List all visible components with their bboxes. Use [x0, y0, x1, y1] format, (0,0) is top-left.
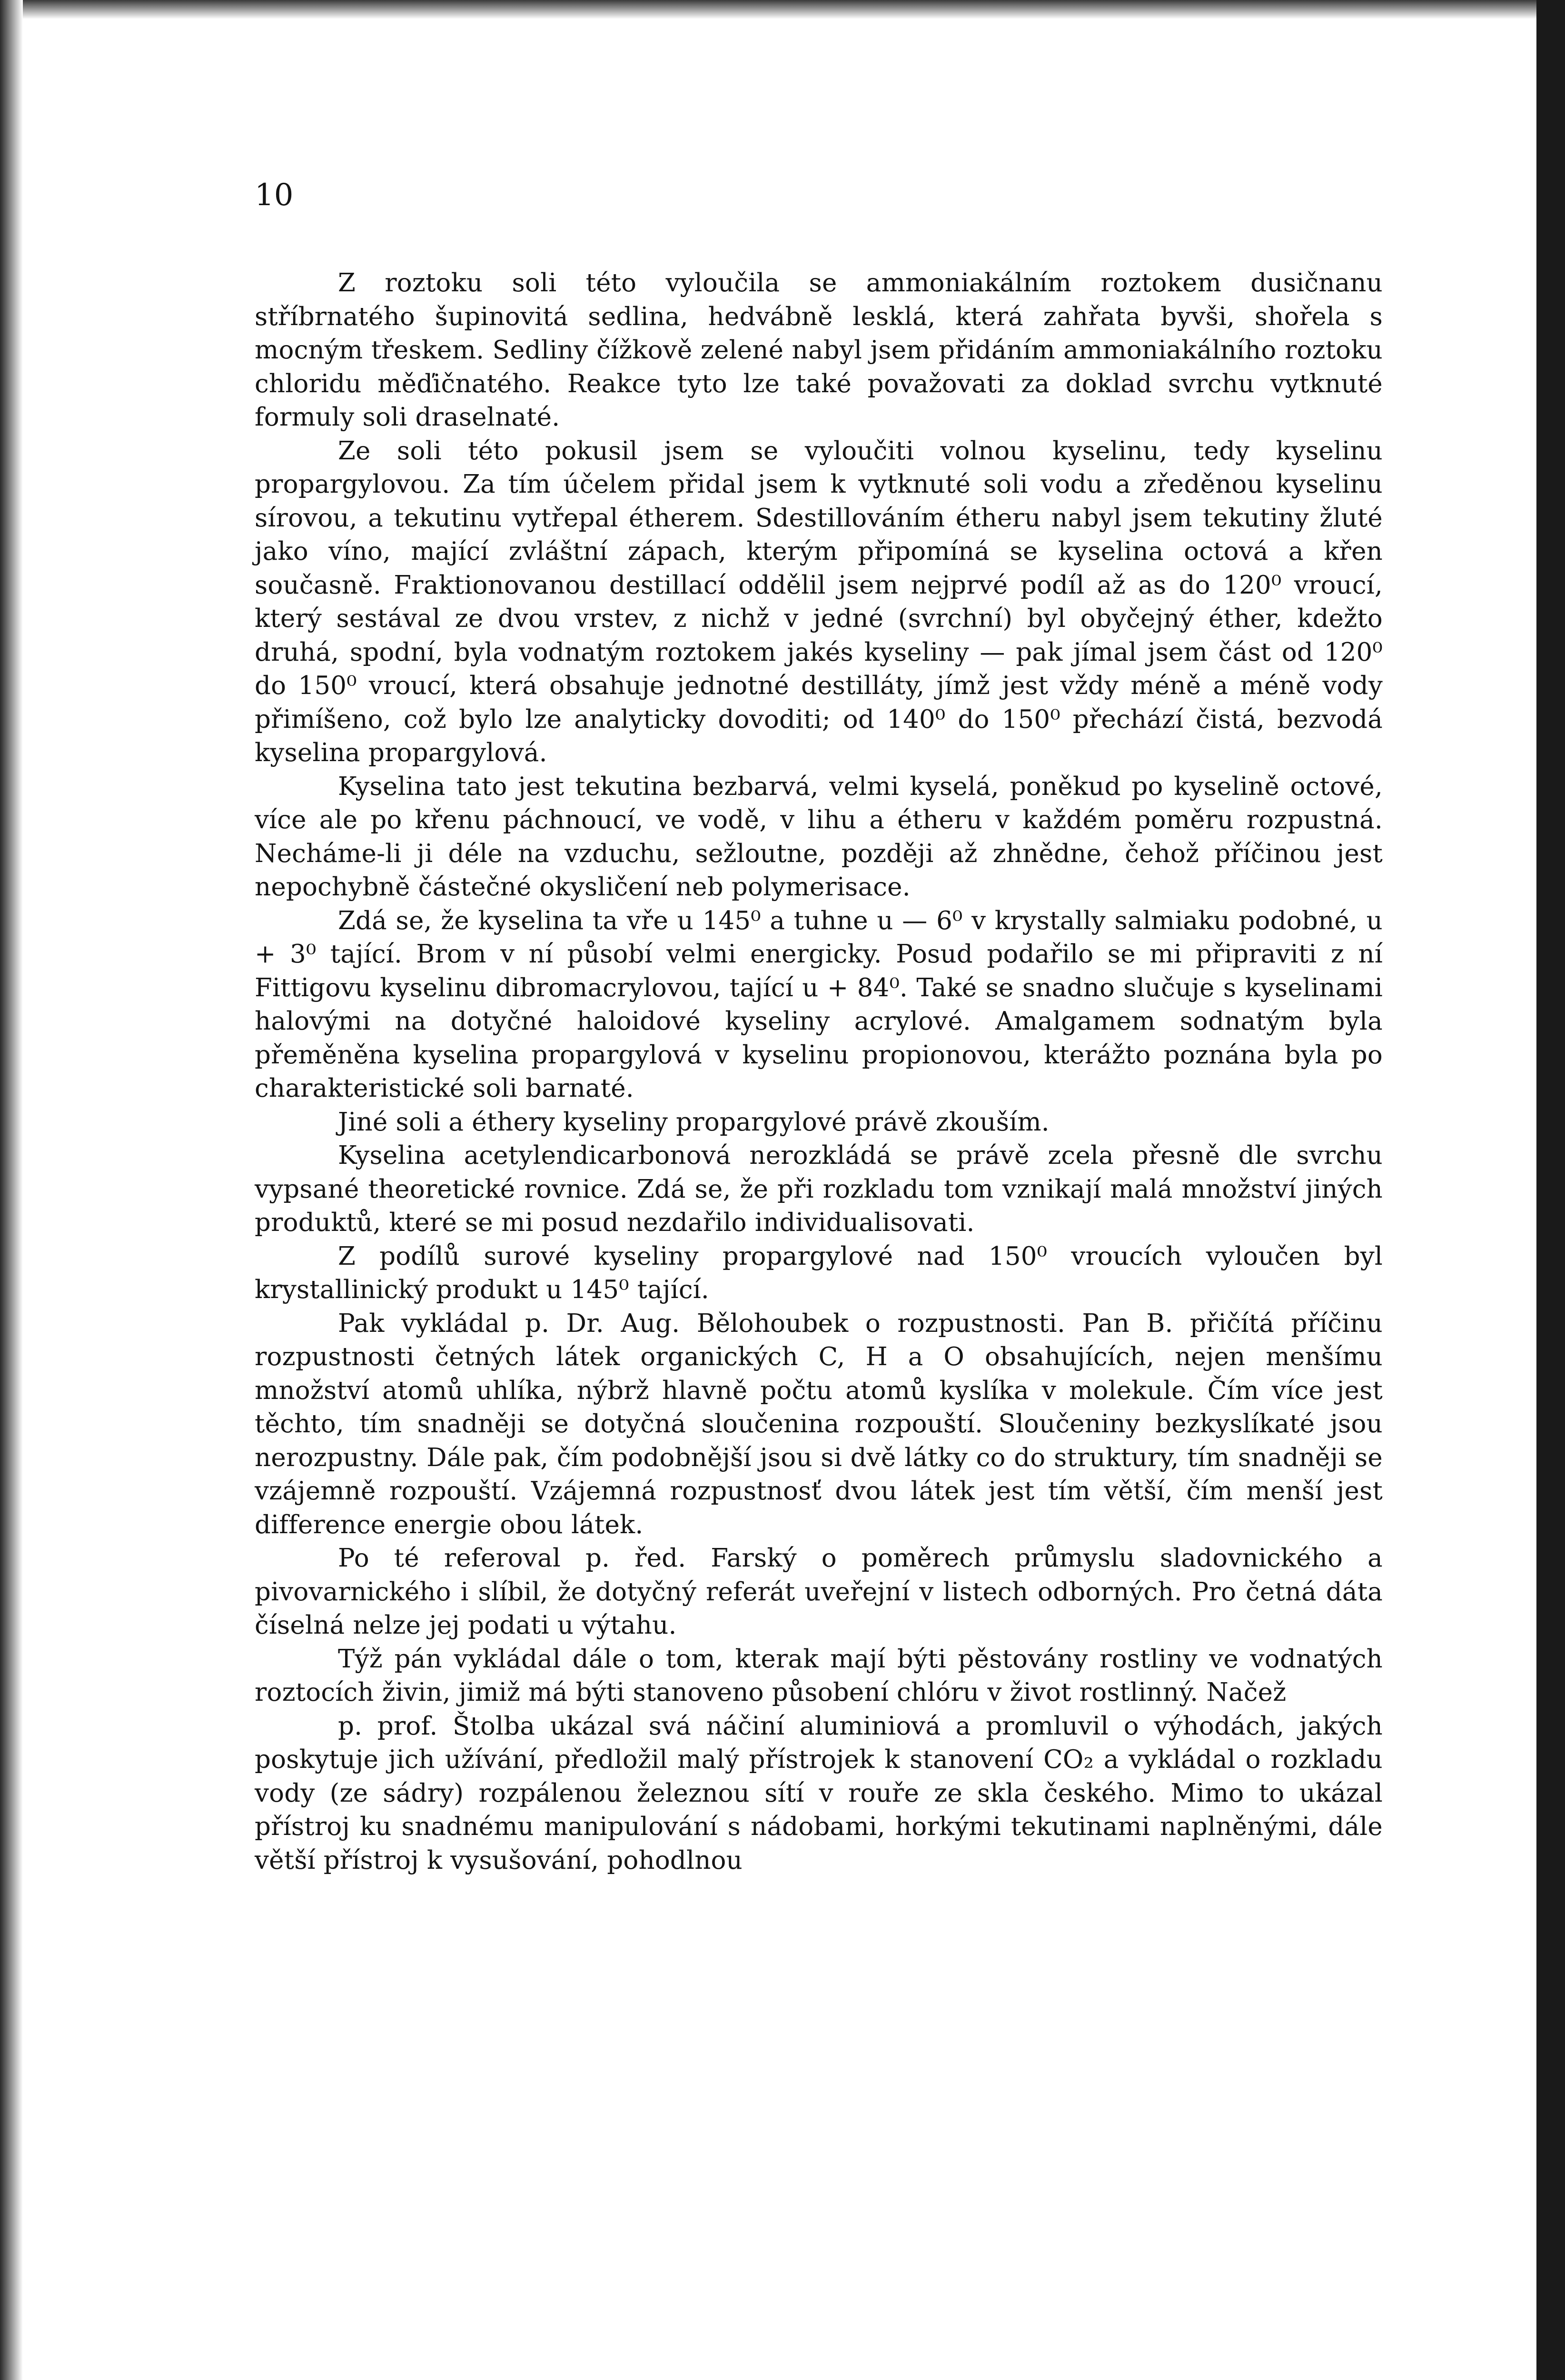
page-number: 10 [255, 178, 294, 213]
paragraph: Kyselina acetylendicarbonová nerozkládá se právě zcela přesně dle svrchu vypsané theoretické rovnice. Zdá se, že při rozkladu tom vznikají malá množství jiných produktů, které se mi posud nezdařilo individualisovati. [255, 1141, 1383, 1237]
paragraph: Týž pán vykládal dále o tom, kterak mají býti pěstovány rostliny ve vodnatých roztocích živin, jimiž má býti stanoveno působení chlóru v život rostlinný. Načež [255, 1644, 1383, 1707]
paragraph: p. prof. Štolba ukázal svá náčiní aluminiová a promluvil o výhodách, jakých poskytuje jich užívání, předložil malý přístrojek k stanovení CO₂ a vykládal o rozkladu vody (ze sádry) rozpálenou železnou sítí v rouře ze skla českého. Mimo to ukázal přístroj ku snadnému manipulování s nádobami, horkými tekutinami naplněnými, dále větší přístroj k vysušování, pohodlnou [255, 1711, 1383, 1875]
scan-right-border [1536, 0, 1565, 2380]
page-content [255, 176, 1383, 1877]
paragraph: Ze soli této pokusil jsem se vyloučiti volnou kyselinu, tedy kyselinu propargylovou. Za tím účelem přidal jsem k vytknuté soli vodu a zředěnou kyselinu sírovou, a tekutinu vytřepal étherem. Sdestillováním étheru nabyl jsem tekutiny žluté jako víno, mající zvláštní zápach, kterým připomíná se kyselina octová a křen současně. Fraktionovanou destillací oddělil jsem nejprvé podíl až as do 120⁰ vroucí, který sestával ze dvou vrstev, z nichž v jedné (svrchní) byl obyčejný éther, kdežto druhá, spodní, byla vodnatým roztokem jakés kyseliny — pak jímal jsem část od 120⁰ do 150⁰ vroucí, která obsahuje jednotné destilláty, jímž jest vždy méně a méně vody přimíšeno, což bylo lze analyticky dovoditi; od 140⁰ do 150⁰ přechází čistá, bezvodá kyselina propargylová. [255, 436, 1383, 767]
paragraph: Z roztoku soli této vyloučila se ammoniakálním roztokem dusičnanu stříbrnatého šupinovitá sedlina, hedvábně lesklá, která zahřata byvši, shořela s mocným třeskem. Sedliny čížkově zelené nabyl jsem přidáním ammoniakálního roztoku chloridu měďičnatého. Reakce tyto lze také považovati za doklad svrchu vytknuté formuly soli draselnaté. [255, 268, 1383, 432]
scan-left-edge [0, 0, 23, 2380]
scan-top-edge [0, 0, 1565, 19]
paragraph: Kyselina tato jest tekutina bezbarvá, velmi kyselá, poněkud po kyselině octové, více ale po křenu páchnoucí, ve vodě, v lihu a étheru v každém poměru rozpustná. Necháme-li ji déle na vzduchu, sežloutne, později až zhnědne, čehož příčinou jest nepochybně částečné okysličení neb polymerisace. [255, 772, 1383, 902]
paragraph: Jiné soli a éthery kyseliny propargylové právě zkouším. [338, 1107, 1050, 1137]
body-text [255, 267, 1383, 1877]
paragraph: Po té referoval p. řed. Farský o poměrech průmyslu sladovnického a pivovarnického i slíbil, že dotyčný referát uveřejní v listech odborných. Pro četná dáta číselná nelze jej podati u výtahu. [255, 1544, 1383, 1640]
paragraph: Pak vykládal p. Dr. Aug. Bělohoubek o rozpustnosti. Pan B. přičítá příčinu rozpustnosti četných látek organických C, H a O obsahujících, nejen menšímu množství atomů uhlíka, nýbrž hlavně počtu atomů kyslíka v molekule. Čím více jest těchto, tím snadněji se dotyčná sloučenina rozpouští. Sloučeniny bezkyslíkaté jsou nerozpustny. Dále pak, čím podobnější jsou si dvě látky co do struktury, tím snadněji se vzájemně rozpouští. Vzájemná rozpustnosť dvou látek jest tím větší, čím menší jest difference energie obou látek. [255, 1309, 1383, 1539]
paragraph: Z podílů surové kyseliny propargylové nad 150⁰ vroucích vyloučen byl krystallinický produkt u 145⁰ tající. [255, 1241, 1383, 1304]
paragraph: Zdá se, že kyselina ta vře u 145⁰ a tuhne u — 6⁰ v krystally salmiaku podobné, u + 3⁰ tající. Brom v ní působí velmi energicky. Posud podařilo se mi připraviti z ní Fittigovu kyselinu dibromacrylovou, tající u + 84⁰. Také se snadno slučuje s kyselinami halovými na dotyčné haloidové kyseliny acrylové. Amalgamem sodnatým byla přeměněna kyselina propargylová v kyselinu propionovou, kterážto poznána byla po charakteristické soli barnaté. [255, 906, 1383, 1103]
